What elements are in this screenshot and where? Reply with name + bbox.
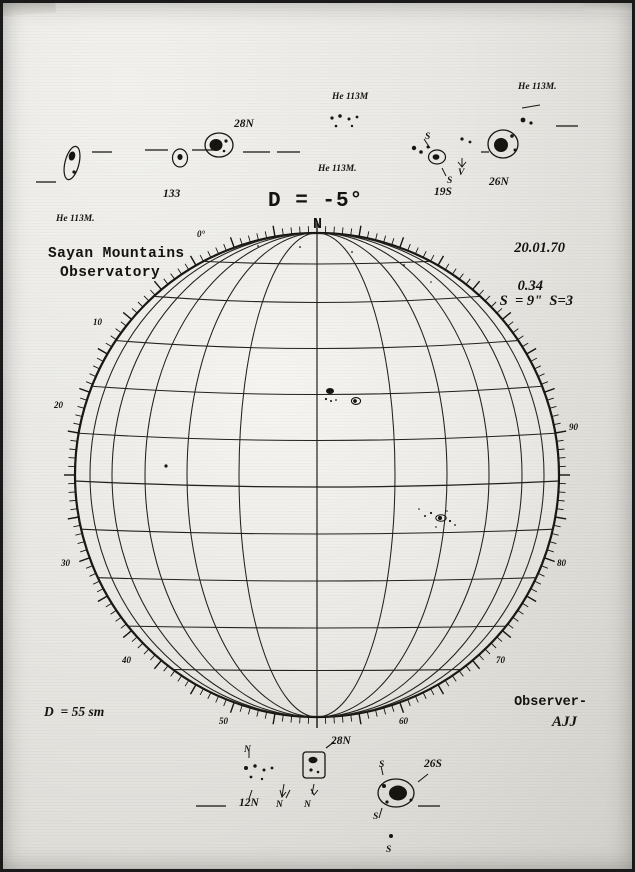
group-label-he113m-left: He 113M. [56, 214, 95, 224]
limb-scale-number: 10 [93, 317, 102, 327]
marker-n-bottom-2: N [276, 800, 283, 810]
marker-v-top: V [458, 168, 465, 178]
observation-date: 20.01.70 [514, 240, 565, 256]
marker-n-bottom-3: N [304, 800, 311, 810]
limb-scale-number: 20 [54, 400, 63, 410]
observer-name: AJJ [551, 714, 577, 730]
group-label-he113m-center-low: He 113M. [318, 164, 357, 174]
detail-sketches-top [36, 105, 578, 182]
time-value: 0.34 [517, 278, 543, 294]
detail-sketches-bottom [196, 742, 440, 838]
d-value-label: D = -5° [268, 190, 364, 213]
marker-s-bottom-2: S [373, 812, 379, 822]
observatory-title-line2: Observatory [60, 265, 161, 281]
group-label-26s: 26S [424, 758, 442, 770]
limb-scale-number: 30 [61, 558, 70, 568]
group-label-28n-bottom: 28N [331, 735, 351, 747]
group-label-26n: 26N [489, 176, 509, 188]
limb-scale-number: 90 [569, 422, 578, 432]
observer-label: Observer- [514, 695, 587, 710]
marker-n-bottom-1: N [244, 745, 251, 755]
group-label-133: 133 [163, 188, 181, 200]
limb-scale-number: 60 [399, 716, 408, 726]
north-direction-label: N [313, 216, 323, 233]
marker-s-top-2: S [447, 176, 453, 186]
group-label-12n: 12N [239, 797, 259, 809]
group-label-19s: 19S [434, 186, 452, 198]
limb-scale-number: 40 [122, 655, 131, 665]
marker-s-bottom-3: S [386, 845, 392, 855]
marker-s-bottom-1: S [379, 760, 385, 770]
limb-scale-number: 70 [496, 655, 505, 665]
seeing-conditions: S = 9" S=3 [499, 293, 573, 309]
observatory-title-line1: Sayan Mountains [48, 246, 185, 262]
limb-scale-number: 50 [219, 716, 228, 726]
group-label-he113m-right: He 113M. [518, 82, 557, 92]
limb-scale-number: 80 [557, 558, 566, 568]
marker-s-top-1: S [425, 132, 431, 142]
limb-scale-number: 0° [197, 229, 206, 239]
group-label-he113m-center: He 113M [332, 92, 369, 102]
disk-diameter-label: D = 55 sm [44, 704, 105, 719]
group-label-28n-top: 28N [234, 118, 254, 130]
